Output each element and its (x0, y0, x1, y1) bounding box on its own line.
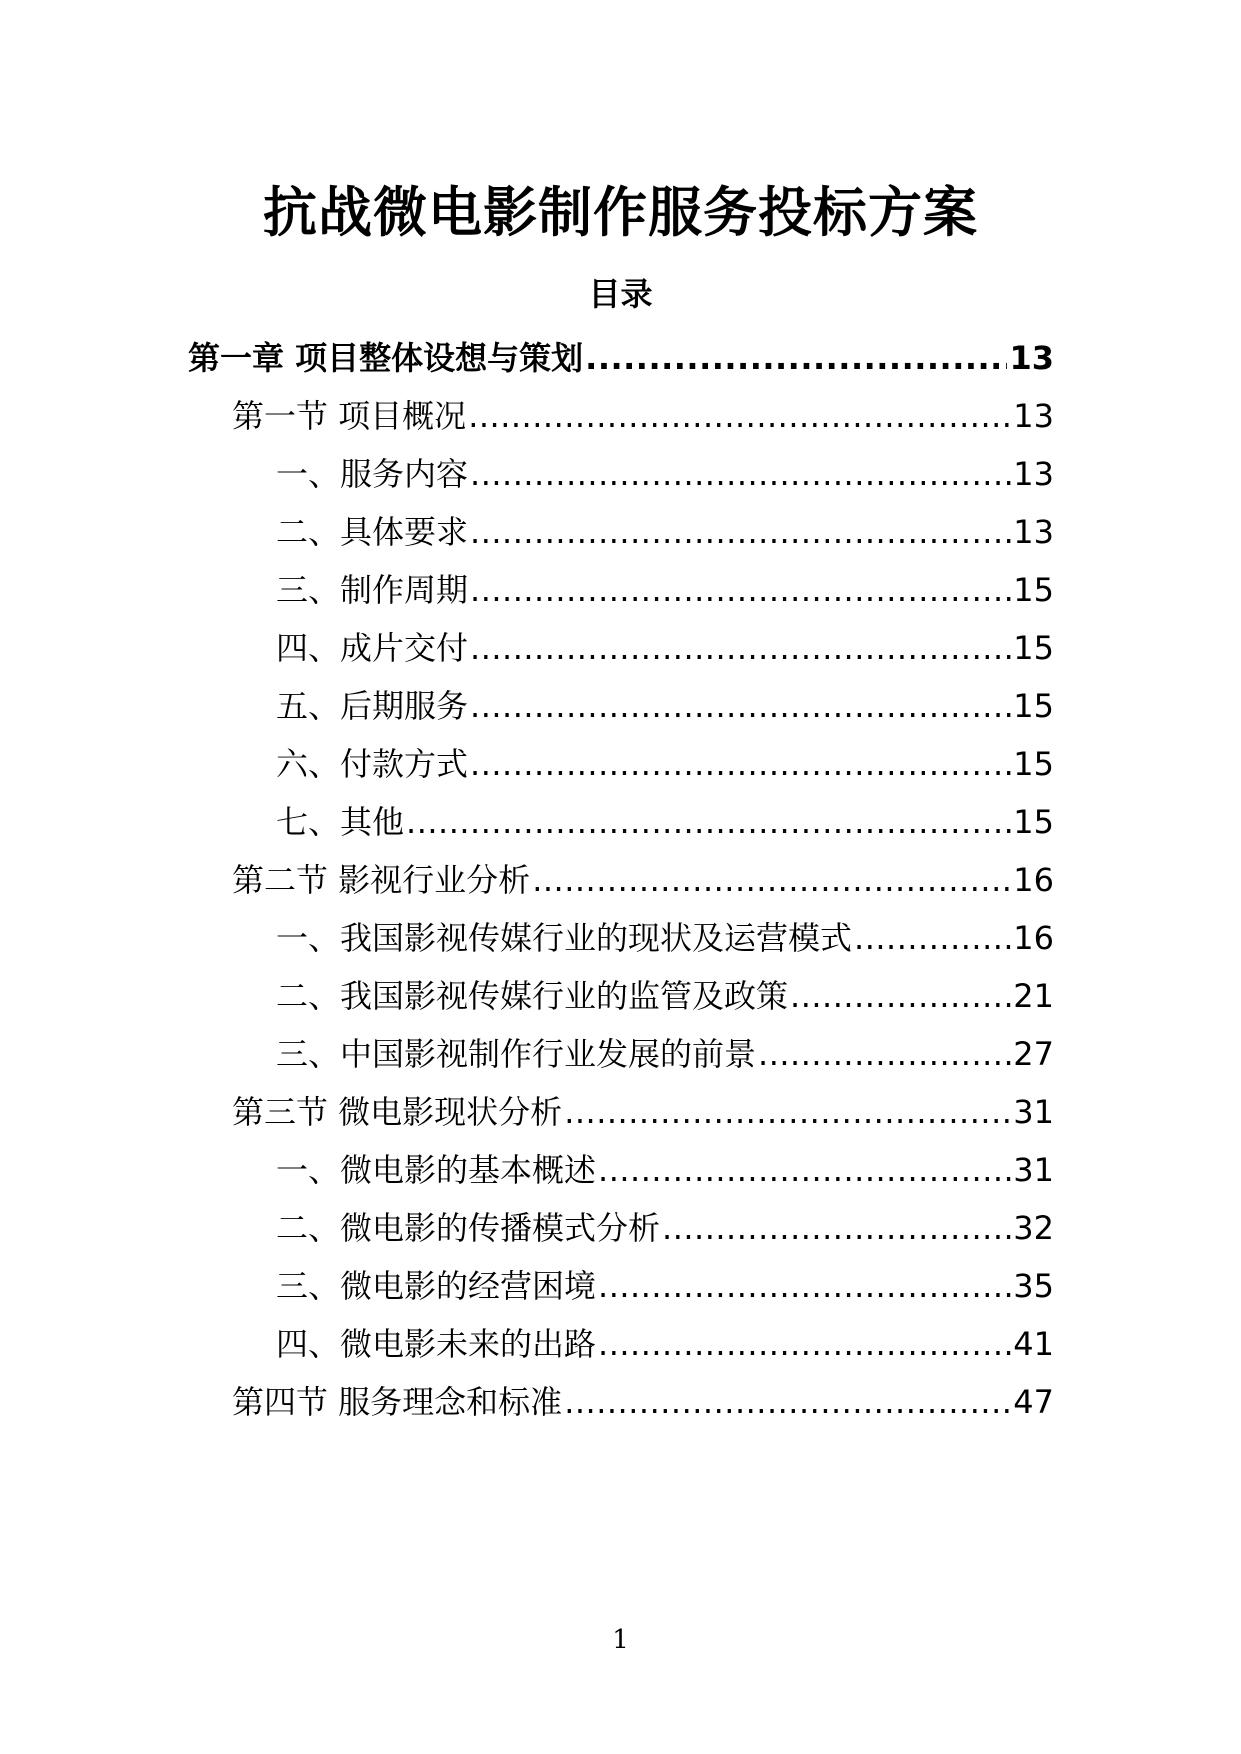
toc-dot-leader (790, 972, 1011, 1020)
toc-entry[interactable] (276, 624, 1054, 672)
toc-entry[interactable] (188, 334, 1054, 382)
toc-dot-leader (470, 624, 1011, 672)
toc-entry[interactable] (276, 1030, 1054, 1078)
toc-dot-leader (406, 798, 1011, 846)
toc-entry-label: 第三节 微电影现状分析 (232, 1093, 563, 1131)
toc-dot-leader (468, 392, 1011, 440)
toc-entry-page: 13 (1009, 339, 1054, 377)
toc-dot-leader (564, 1088, 1011, 1136)
toc-heading: 目录 (588, 275, 653, 313)
toc-entry-page: 15 (1013, 687, 1054, 725)
toc-entry[interactable] (276, 1146, 1054, 1194)
toc-entry-page: 41 (1013, 1325, 1054, 1363)
toc-dot-leader (598, 1262, 1011, 1310)
toc-entry[interactable] (276, 740, 1054, 788)
toc-entry-label: 四、微电影未来的出路 (276, 1325, 597, 1363)
toc-entry-page: 13 (1013, 513, 1054, 551)
toc-dot-leader (564, 1378, 1011, 1426)
toc-entry-page: 21 (1013, 977, 1054, 1015)
toc-entry-page: 32 (1013, 1209, 1054, 1247)
toc-dot-leader (470, 682, 1011, 730)
toc-entry[interactable] (276, 508, 1054, 556)
toc-entry-label: 第一章 项目整体设想与策划 (188, 339, 584, 377)
toc-dot-leader (470, 566, 1011, 614)
toc-entry-page: 47 (1013, 1383, 1054, 1421)
toc-entry[interactable] (276, 1204, 1054, 1252)
toc-dot-leader (854, 914, 1011, 962)
toc-entry-label: 三、中国影视制作行业发展的前景 (276, 1035, 757, 1073)
toc-entry-page: 15 (1013, 571, 1054, 609)
toc-entry-page: 16 (1013, 919, 1054, 957)
toc-entry-label: 三、制作周期 (276, 571, 469, 609)
toc-entry[interactable] (232, 856, 1054, 904)
toc-entry[interactable] (276, 1320, 1054, 1368)
toc-entry-page: 13 (1013, 455, 1054, 493)
toc-dot-leader (758, 1030, 1011, 1078)
toc-entry-label: 二、微电影的传播模式分析 (276, 1209, 661, 1247)
toc-entry[interactable] (276, 566, 1054, 614)
toc-entry[interactable] (276, 682, 1054, 730)
toc-entry-label: 七、其他 (276, 803, 405, 841)
toc-entry[interactable] (276, 1262, 1054, 1310)
toc-entry-label: 二、具体要求 (276, 513, 469, 551)
toc-entry-label: 五、后期服务 (276, 687, 469, 725)
toc-entry-label: 二、我国影视传媒行业的监管及政策 (276, 977, 789, 1015)
toc-entry[interactable] (232, 392, 1054, 440)
toc-entry[interactable] (276, 972, 1054, 1020)
toc-entry[interactable] (276, 450, 1054, 498)
toc-entry-page: 31 (1013, 1093, 1054, 1131)
toc-entry-label: 第二节 影视行业分析 (232, 861, 531, 899)
toc-entry-page: 13 (1013, 397, 1054, 435)
toc-entry-label: 三、微电影的经营困境 (276, 1267, 597, 1305)
toc-dot-leader (662, 1204, 1011, 1252)
toc-entry-label: 一、微电影的基本概述 (276, 1151, 597, 1189)
toc-entry-label: 六、付款方式 (276, 745, 469, 783)
toc-entry[interactable] (232, 1378, 1054, 1426)
toc-entry[interactable] (232, 1088, 1054, 1136)
toc-entry-label: 一、我国影视传媒行业的现状及运营模式 (276, 919, 853, 957)
toc-entry-page: 31 (1013, 1151, 1054, 1189)
toc-entry-label: 第一节 项目概况 (232, 397, 467, 435)
toc-entry-page: 16 (1013, 861, 1054, 899)
toc-dot-leader (470, 740, 1011, 788)
toc-entry-label: 一、服务内容 (276, 455, 469, 493)
toc-dot-leader (532, 856, 1011, 904)
toc-dot-leader (470, 508, 1011, 556)
toc-entry-page: 15 (1013, 629, 1054, 667)
toc-entry[interactable] (276, 798, 1054, 846)
toc-entry[interactable] (276, 914, 1054, 962)
toc-dot-leader (470, 450, 1011, 498)
toc-dot-leader (598, 1320, 1011, 1368)
page-number: 1 (612, 1625, 629, 1655)
toc-dot-leader (585, 334, 1007, 382)
toc-entry-page: 27 (1013, 1035, 1054, 1073)
toc-entry-page: 35 (1013, 1267, 1054, 1305)
document-title: 抗战微电影制作服务投标方案 (263, 181, 978, 244)
toc-entry-page: 15 (1013, 803, 1054, 841)
toc-entry-label: 四、成片交付 (276, 629, 469, 667)
toc-dot-leader (598, 1146, 1011, 1194)
toc-entry-label: 第四节 服务理念和标准 (232, 1383, 563, 1421)
toc-entry-page: 15 (1013, 745, 1054, 783)
